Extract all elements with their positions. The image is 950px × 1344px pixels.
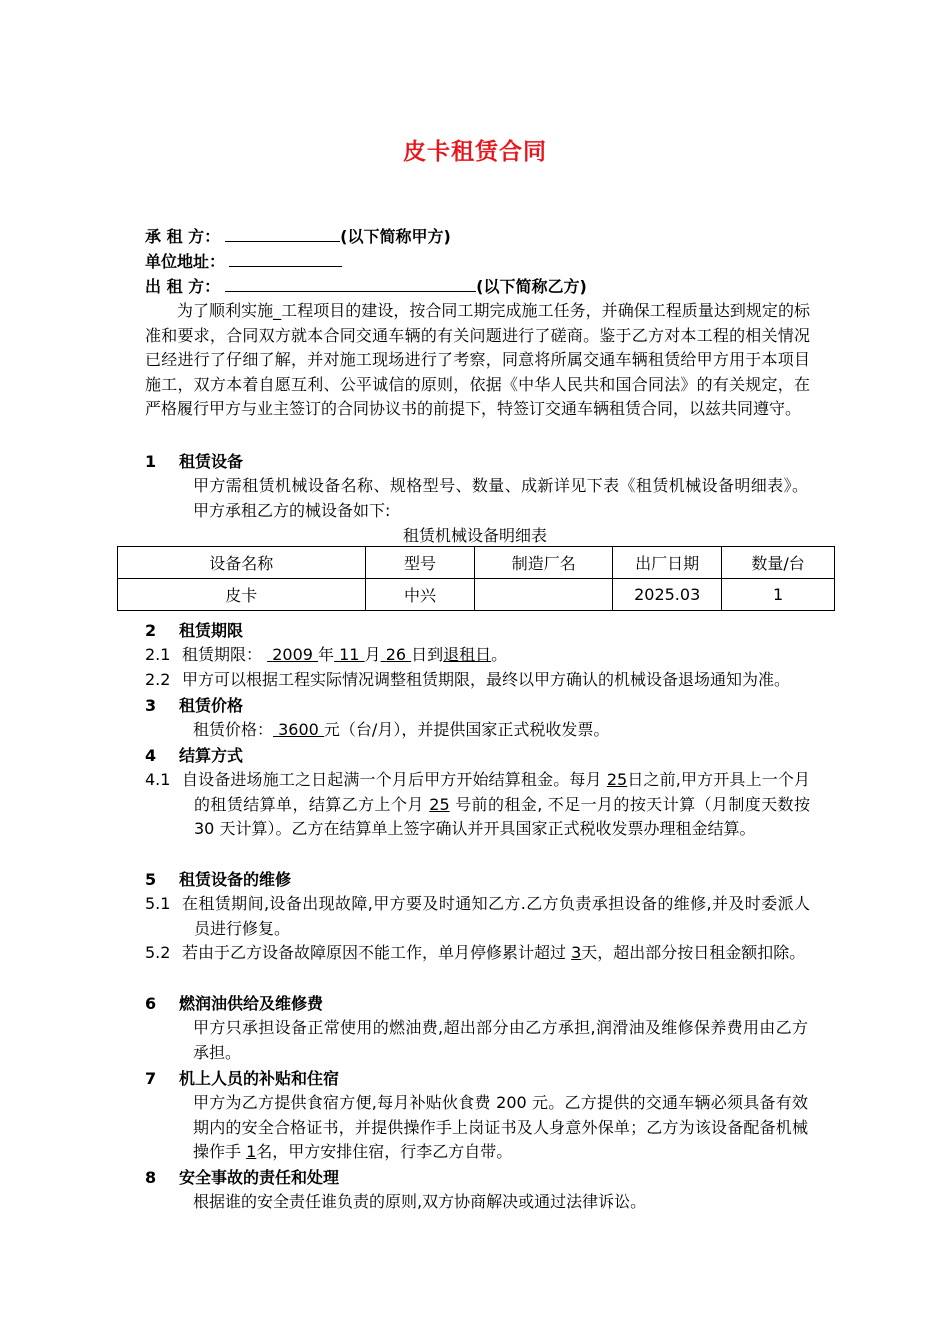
clause-5-1 (145, 892, 810, 941)
section-1-body: 甲方需租赁机械设备名称、规格型号、数量、成新详见下表《租赁机械设备明细表》。甲方承租乙方的械设备如下: (193, 476, 808, 520)
table-row (118, 579, 835, 611)
term-year-unit: 年 (318, 645, 335, 664)
section-1-heading (145, 449, 243, 474)
clause-2-2 (145, 668, 810, 693)
section-5-title: 租赁设备的维修 (179, 870, 292, 889)
section-6-heading (145, 991, 323, 1016)
clause-text: 甲方可以根据工程实际情况调整租赁期限，最终以甲方确认的机械设备退场通知为准。 (182, 670, 791, 689)
section-6-number: 6 (145, 994, 157, 1013)
lessor-label: 出 租 方： (145, 277, 221, 296)
staff-count: 1 (246, 1142, 257, 1162)
term-month-unit: 月 (364, 645, 381, 664)
term-month-value: 11 (339, 645, 360, 664)
section-1-title: 租赁设备 (179, 452, 244, 471)
clause-number: 4.1 (145, 770, 171, 789)
price-line (193, 718, 808, 743)
section-4-title: 结算方式 (179, 746, 244, 765)
section-8-title: 安全事故的责任和处理 (179, 1168, 340, 1187)
table-cell: 中兴 (365, 579, 475, 611)
table-cell: 皮卡 (118, 579, 366, 611)
table-header-cell: 型号 (365, 547, 475, 579)
price-unit: 元（台/月），并提供国家正式税收发票。 (323, 720, 610, 739)
term-day-value: 26 (385, 645, 407, 664)
price-amount (273, 720, 324, 739)
lessee-blank[interactable] (225, 224, 340, 242)
table-header-cell: 设备名称 (118, 547, 366, 579)
table-header-row (118, 547, 835, 579)
lessor-line (145, 274, 587, 299)
lessee-line (145, 224, 451, 249)
repair-text-1: 若由于乙方设备故障原因不能工作，单月停修累计超过 (182, 943, 567, 962)
section-5-number: 5 (145, 870, 157, 889)
section-7-title: 机上人员的补贴和住宿 (179, 1069, 340, 1088)
section-7-number: 7 (145, 1069, 157, 1088)
clause-number: 2.2 (145, 670, 171, 689)
lessee-label: 承 租 方： (145, 227, 221, 246)
section-3-number: 3 (145, 696, 157, 715)
section-7-body (193, 1091, 808, 1165)
settlement-text-2: 日之前,甲方开具上一个月的租赁结算单，结算乙方上个月 (194, 770, 810, 814)
clause-4-1 (145, 768, 810, 842)
section-6-title: 燃润油供给及维修费 (179, 994, 324, 1013)
table-cell: 2025.03 (613, 579, 722, 611)
table-cell (475, 579, 613, 611)
section-2-title: 租赁期限 (179, 621, 244, 640)
settlement-text-3: 号前的租金, 不足一月的按天计算（月制度天数按 30 天计算）。乙方在结算单上签字确认并开具国家正式税收发票办理租金结算。 (194, 794, 810, 839)
clause-number: 5.2 (145, 943, 171, 962)
section-1-number: 1 (145, 452, 157, 471)
lessor-blank[interactable] (225, 274, 476, 292)
lessor-suffix: (以下简称乙方) (476, 277, 587, 296)
term-year-value: 2009 (272, 645, 313, 664)
settlement-day-1: 25 (606, 770, 628, 789)
table-caption: 租赁机械设备明细表 (402, 526, 547, 545)
clause-text: 在租赁期间,设备出现故障,甲方要及时通知乙方.乙方负责承担设备的维修,并及时委派人员进行修复。 (182, 894, 810, 938)
section-6-body: 甲方只承担设备正常使用的燃油费,超出部分由乙方承担,润滑油及维修保养费用由乙方承担。 (193, 1018, 808, 1062)
price-label: 租赁价格： (193, 720, 274, 739)
table-header-cell: 出厂日期 (613, 547, 722, 579)
term-day-unit: 日到 (411, 645, 444, 664)
staff-text-2: 名，甲方安排住宿，行李乙方自带。 (256, 1142, 513, 1162)
table-header-cell: 数量/台 (722, 547, 835, 579)
repair-text-2: 天，超出部分按日租金额扣除。 (581, 943, 806, 962)
equipment-table (117, 546, 835, 611)
clause-5-2 (145, 941, 810, 966)
address-label: 单位地址： (145, 252, 226, 271)
clause-number: 2.1 (145, 645, 171, 664)
section-8-heading (145, 1165, 339, 1190)
section-3-title: 租赁价格 (179, 696, 244, 715)
term-end: 退租日 (443, 645, 492, 664)
section-4-heading (145, 743, 243, 768)
clause-number: 5.1 (145, 894, 171, 913)
section-8-body: 根据谁的安全责任谁负责的原则,双方协商解决或通过法律诉讼。 (193, 1192, 647, 1211)
section-7-heading (145, 1066, 339, 1091)
term-month (334, 645, 365, 664)
section-5-heading (145, 867, 291, 892)
section-3-heading (145, 693, 243, 718)
section-2-number: 2 (145, 621, 157, 640)
address-line (145, 249, 342, 274)
staff-text-1: 甲方为乙方提供食宿方便,每月补贴伙食费 200 元。乙方提供的交通车辆必须具备有效期内的安全合格证书，并提供操作手上岗证书及人身意外保单；乙方为该设备配备机械操作手 (193, 1093, 808, 1162)
term-end-tail: 。 (491, 645, 508, 664)
section-4-number: 4 (145, 746, 157, 765)
table-cell: 1 (722, 579, 835, 611)
term-label: 租赁期限： (182, 645, 263, 664)
section-2-heading (145, 618, 243, 643)
clause-2-1 (145, 643, 810, 668)
table-header-cell: 制造厂名 (475, 547, 613, 579)
term-day (381, 645, 412, 664)
section-8-number: 8 (145, 1168, 157, 1187)
term-year (267, 645, 318, 664)
address-blank[interactable] (229, 249, 342, 267)
repair-days: 3 (571, 943, 582, 962)
intro-paragraph: 为了顺利实施_工程项目的建设，按合同工期完成施工任务，并确保工程质量达到规定的标准和要求，合同双方就本合同交通车辆的有关问题进行了磋商。鉴于乙方对本工程的相关情况已经进行了仔细了解，并对施工现场进行了考察，同意将所属交通车辆租赁给甲方用于本项目施工，双方本着自愿互利、公平诚信的原则，依据《中华人民共和国合同法》的有关规定，在严格履行甲方与业主签订的合同协议书的前提下，特签订交通车辆租赁合同，以兹共同遵守。 (145, 301, 810, 419)
price-amount-value: 3600 (278, 720, 319, 739)
settlement-day-2: 25 (429, 794, 450, 814)
lessee-suffix: (以下简称甲方) (340, 227, 451, 246)
settlement-text-1: 自设备进场施工之日起满一个月后甲方开始结算租金。每月 (182, 770, 602, 789)
document-title: 皮卡租赁合同 (403, 139, 547, 165)
